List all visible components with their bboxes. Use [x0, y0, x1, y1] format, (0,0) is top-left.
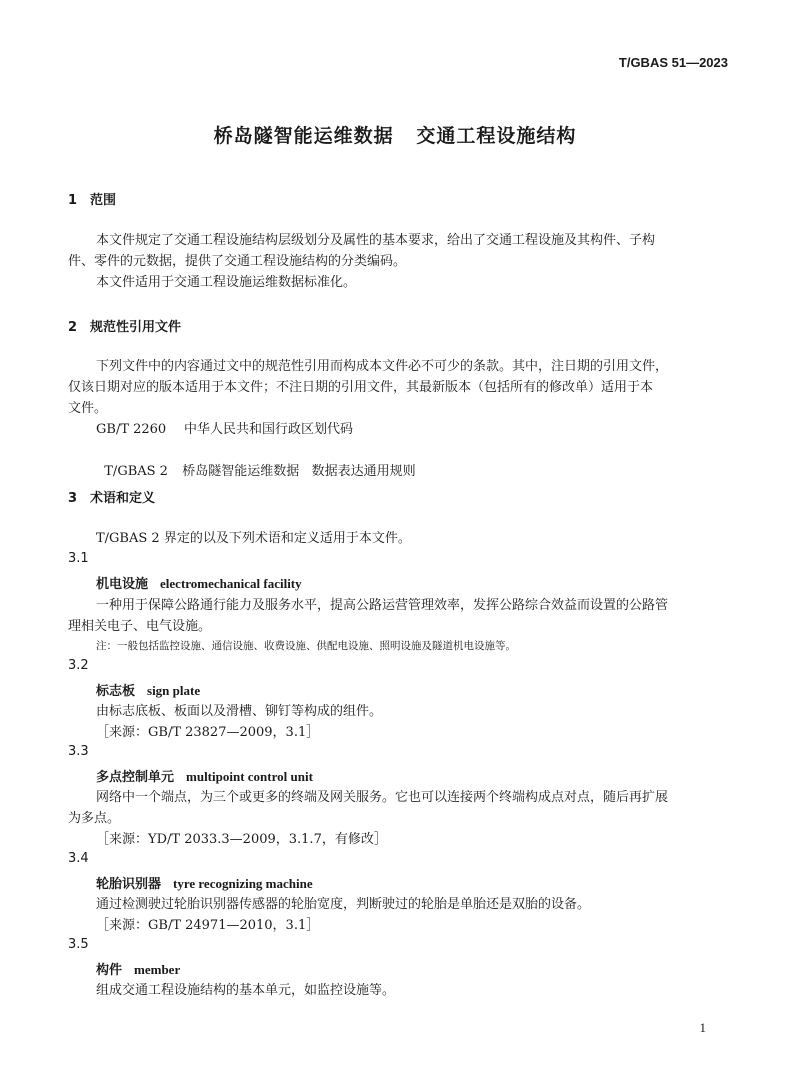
term-english: sign plate: [147, 683, 201, 698]
term-note: 注：一般包括监控设施、通信设施、收费设施、供配电设施、照明设施及隧道机电设施等。: [96, 640, 516, 652]
section-1-heading: [68, 189, 116, 208]
paragraph-line: 本文件适用于交通工程设施运维数据标准化。: [96, 275, 357, 290]
page-number: 1: [699, 1020, 706, 1035]
definition-line: 理相关电子、电气设施。: [68, 619, 212, 634]
definition-line: 组成交通工程设施结构的基本单元，如监控设施等。: [96, 983, 396, 998]
section-title: 术语和定义: [90, 491, 156, 506]
term-english: multipoint control unit: [186, 769, 313, 784]
term-number: 3.4: [68, 851, 89, 866]
term-entry: [96, 959, 180, 978]
reference-code: T/GBAS 2: [104, 464, 168, 479]
term-source: ［来源：GB/T 24971—2010，3.1］: [96, 918, 320, 933]
reference-title: 桥岛隧智能运维数据 数据表达通用规则: [182, 464, 416, 479]
term-chinese: 轮胎识别器: [96, 877, 162, 892]
term-english: member: [134, 962, 181, 977]
term-entry: [96, 573, 302, 592]
definition-line: 由标志底板、板面以及滑槽、铆钉等构成的组件。: [96, 704, 383, 719]
term-entry: [96, 873, 313, 892]
section-2-heading: [68, 316, 181, 335]
document-title: 桥岛隧智能运维数据 交通工程设施结构: [213, 125, 577, 147]
term-chinese: 多点控制单元: [96, 770, 175, 785]
normative-reference: [96, 440, 416, 482]
term-number: 3.3: [68, 744, 89, 759]
definition-line: 一种用于保障公路通行能力及服务水平，提高公路运营管理效率，发挥公路综合效益而设置的公路管: [96, 598, 669, 613]
definition-line: 为多点。: [68, 811, 121, 826]
standard-code: T/GBAS 51—2023: [618, 55, 728, 70]
paragraph-line: 仅该日期对应的版本适用于本文件；不注日期的引用文件，其最新版本（包括所有的修改单）适用于本: [68, 380, 654, 395]
section-intro: T/GBAS 2 界定的以及下列术语和定义适用于本文件。: [96, 531, 411, 546]
term-entry: [96, 766, 313, 785]
section-3-heading: [68, 487, 155, 506]
section-number: 1: [68, 193, 78, 208]
term-chinese: 标志板: [96, 684, 136, 699]
term-number: 3.5: [68, 937, 89, 952]
term-chinese: 机电设施: [96, 577, 149, 592]
term-number: 3.2: [68, 658, 89, 673]
section-title: 规范性引用文件: [90, 320, 182, 335]
term-chinese: 构件: [96, 963, 123, 978]
paragraph-line: 件、零件的元数据，提供了交通工程设施结构的分类编码。: [68, 254, 407, 269]
term-english: electromechanical facility: [160, 576, 302, 591]
term-entry: [96, 680, 200, 699]
term-english: tyre recognizing machine: [173, 876, 313, 891]
paragraph-line: 下列文件中的内容通过文中的规范性引用而构成本文件必不可少的条款。其中，注日期的引用文件，: [96, 359, 669, 374]
definition-line: 网络中一个端点，为三个或更多的终端及网关服务。它也可以连接两个终端构成点对点，随后再扩展: [96, 790, 669, 805]
definition-line: 通过检测驶过轮胎识别器传感器的轮胎宽度，判断驶过的轮胎是单胎还是双胎的设备。: [96, 897, 591, 912]
section-number: 2: [68, 320, 78, 335]
reference-code: GB/T 2260: [96, 422, 167, 437]
term-source: ［来源：GB/T 23827—2009，3.1］: [96, 725, 320, 740]
reference-title: 中华人民共和国行政区划代码: [184, 422, 354, 437]
paragraph-line: 本文件规定了交通工程设施结构层级划分及属性的基本要求，给出了交通工程设施及其构件、子构: [96, 233, 656, 248]
term-source: ［来源：YD/T 2033.3—2009，3.1.7，有修改］: [96, 832, 387, 847]
term-number: 3.1: [68, 551, 89, 566]
section-number: 3: [68, 491, 78, 506]
section-title: 范围: [90, 193, 117, 208]
normative-reference: [96, 419, 353, 440]
paragraph-line: 文件。: [68, 401, 108, 416]
